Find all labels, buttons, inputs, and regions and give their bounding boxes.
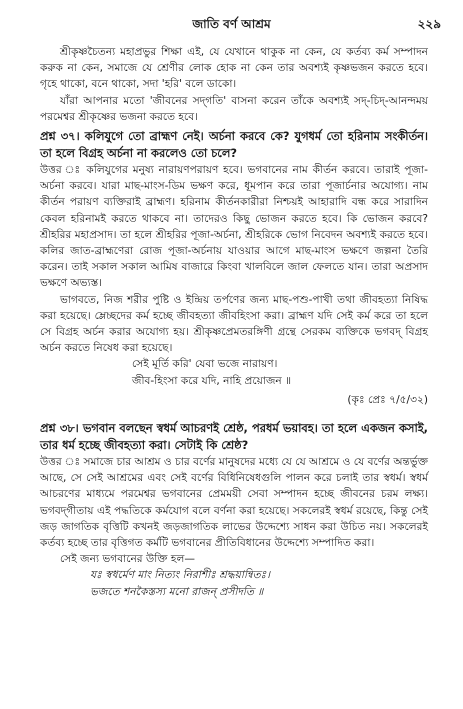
answer-37: উত্তর ঃ কলিযুগের মনুষ্য নারায়ণপরায়ণ হবে। ভগবানের নাম কীর্তন করবে। তারাই পূজা-অর্চনা করবে। যারা মাছ-মাংস-ডিম ভক্ষণ করে, ধূমপান করে তারা পূজার্চনার অযোগ্য। নাম কীর্তন পরায়ণ ব্যক্তিরাই ব্রাহ্মণ। হরিনাম কীর্তনকারীরা নিশ্চয়ই আহারাদি বন্ধ করে সারাদিন কেবল হরিনামই করতে থাকবে না। তাদেরও কিছু ভোজন করতে হবে। কি ভোজন করবে? শ্রীহরির মহাপ্রসাদ। তা হলে শ্রীহরির পূজা-অর্চনা, শ্রীহরিকে ভোগ নিবেদন অবশ্যই করতে হবে। কলির জাত-ব্রাহ্মণেরা রোজ পূজা-অর্চনায় যাওয়ার আগে মাছ-মাংস ভক্ষণে জল্পনা তৈরি করেন। তাই সকাল সকাল আমিষ বাজারে কিংবা খালবিলে জাল ফেলতে যান। তারা অপ্রসাদ ভক্ষণে অভ্যস্ত। [40, 164, 428, 290]
verse-line-1: সেই মূর্তি করি' যেবা ভজে নারায়ণ। [132, 358, 278, 371]
question-37: প্রশ্ন ৩৭। কলিযুগে তো ব্রাহ্মণ নেই। অর্চনা করবে কে? যুগধর্ম তো হরিনাম সংকীর্তন। তা হলে বিগ্রহ অর্চনা না করলেও তো চলে? [40, 129, 428, 161]
paragraph-bhajana: যাঁরা আপনার মতো 'জীবনের সদ্‌গতি' বাসনা করেন তাঁকে অবশ্যই সদ্‌-চিদ্‌-আনন্দময় পরমেশ্বর শ্রীকৃষ্ণের ভজনা করতে হবে। [40, 94, 428, 123]
page-number: ২২৯ [417, 17, 441, 31]
sanskrit-verse-line-1: যঃ স্বধর্মেণ মাং নিত্যং নিরাশীঃ শ্রদ্ধয়ান্বিতঃ। [90, 569, 270, 582]
running-title: জাতি বর্ণ আশ্রম [192, 17, 271, 31]
verse-citation: (কৃঃ প্রেঃ ৭/৫/৩২) [347, 393, 428, 406]
verse-line-2: জীব-হিংসা করে যদি, নাহি প্রয়োজন ॥ [132, 374, 292, 387]
answer-37-continued: ভাগবতে, নিজ শরীর পুষ্টি ও ইন্দ্রিয় তর্পণের জন্য মাছ-পশু-পাখী তথা জীবহত্যা নিষিদ্ধ করা হয়েছে। ম্লেচ্ছদের কর্ম হচ্ছে জীবহত্যা জীবহিংসা করা। ব্রাহ্মণ যদি সেই কর্ম করে তা হলে সে বিগ্রহ অর্চন করার অযোগ্য হয়। শ্রীকৃষ্ণপ্রেমতরঙ্গিণী গ্রন্থে সেরকম ব্যক্তিকে ভগবদ্‌ বিগ্রহ অর্চন করতে নিষেধ করা হয়েছে। [40, 293, 428, 355]
page-body [40, 44, 428, 600]
sanskrit-verse-line-2: ভজতে শনকৈস্তস্য মনো রাজন্‌ প্রসীদতি ॥ [90, 585, 264, 598]
question-38: প্রশ্ন ৩৮। ভগবান বলছেন স্বধর্ম আচরণই শ্রেষ্ঠ, পরধর্ম ভয়াবহ। তা হলে একজন কসাই, তার ধর্ম হচ্ছে জীবহত্যা করা। সেটাই কি শ্রেষ্ঠ? [40, 421, 428, 453]
answer-38-intro-verse: সেই জন্য ভগবানের উক্তি হল— [60, 553, 195, 566]
paragraph-intro: শ্রীকৃষ্ণচৈতন্য মহাপ্রভুর শিক্ষা এই, যে যেখানে থাকুক না কেন, যে কর্তব্য কর্ম সম্পাদন করুক না কেন, সমাজে যে শ্রেণীর লোক হোক না কেন তার অবশ্যই কৃষ্ণভজন করতে হবে। গৃহে থাকো, বনে থাকো, সদা 'হরি' বলে ডাকো। [40, 46, 428, 91]
answer-38: উত্তর ঃ সমাজে চার আশ্রম ও চার বর্ণের মানুষদের মধ্যে যে যে আশ্রমে ও যে বর্ণের অন্তর্ভুক্ত আছে, সে সেই আশ্রমের এবং সেই বর্ণের বিধিনিষেধগুলি পালন করে চলাই তার স্বধর্ম। স্বধর্ম আচরণের মাধ্যমে পরমেশ্বর ভগবানের প্রেমময়ী সেবা সম্পাদন হচ্ছে জীবনের চরম লক্ষ্য। ভগবদ্‌গীতায় এই পদ্ধতিকে কর্মযোগ বলে বর্ণনা করা হয়েছে। সকলেরই স্বধর্ম রয়েছে, কিন্তু সেই জড় জাগতিক বৃত্তিটি কখনই জড়জাগতিক লাভের উদ্দেশ্যে সাধন করা উচিত নয়। সকলেরই কর্তব্য হচ্ছে তার বৃত্তিগত কর্মটি ভগবানের প্রীতিবিধানের উদ্দেশ্যে সম্পাদিত করা। [40, 456, 428, 550]
section-gap [40, 408, 428, 417]
